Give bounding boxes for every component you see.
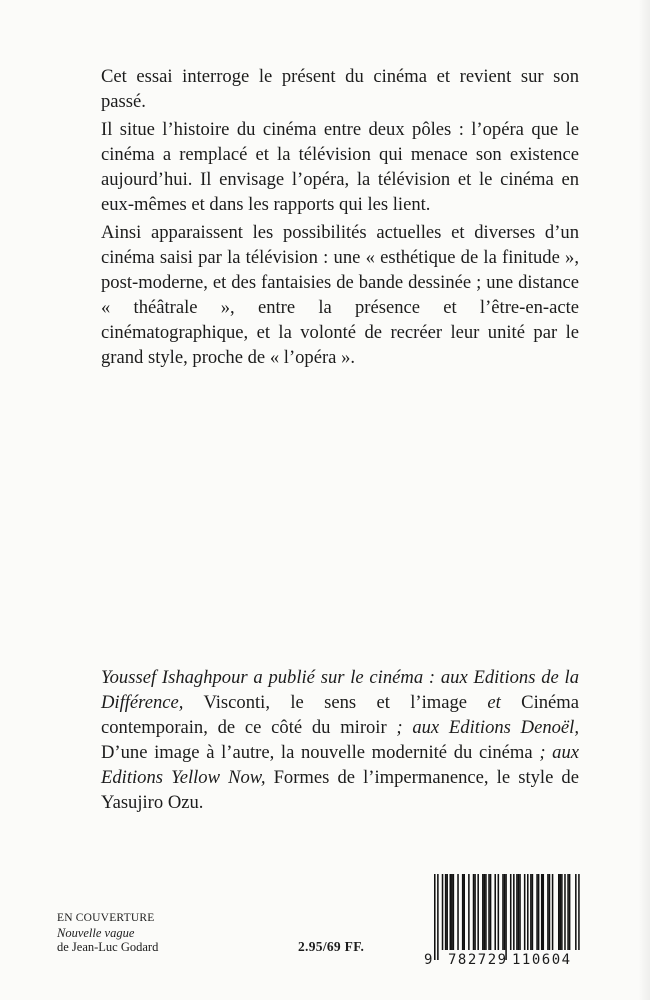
isbn-first-digit: 9 — [424, 952, 433, 968]
barcode-bar — [488, 874, 490, 950]
barcode-bar — [560, 874, 562, 950]
barcode-bar — [437, 874, 439, 960]
bio-text-3: ; aux Editions Denoël, — [396, 717, 579, 738]
barcode-bar — [538, 874, 540, 950]
barcode-bar — [513, 874, 515, 950]
bio-title-3: D’une image à l’autre, la nouvelle modernité du cinéma — [101, 742, 540, 763]
barcode-bar — [446, 874, 448, 950]
barcode-bar — [569, 874, 571, 950]
barcode-bar — [519, 874, 521, 950]
barcode-bar — [450, 874, 452, 950]
barcode-bar — [505, 874, 507, 960]
cover-credit-film: Nouvelle vague — [57, 925, 135, 940]
bio-text-1: Youssef Ishaghpour a publié sur le cinéma : aux Editions de la Différence, — [101, 667, 579, 713]
barcode-bar — [474, 874, 476, 950]
barcode-bar — [518, 874, 520, 950]
barcode-bar — [434, 874, 436, 960]
barcode-bar — [527, 874, 529, 950]
barcode-bar — [567, 874, 569, 950]
barcode-bar — [494, 874, 496, 950]
barcode-bar — [462, 874, 464, 950]
barcode-bar — [490, 874, 492, 950]
barcode-bar — [482, 874, 484, 950]
barcode-bar — [453, 874, 455, 950]
barcode-bar — [457, 874, 459, 950]
bio-text-2: et — [487, 692, 501, 713]
barcode-bar — [578, 874, 580, 950]
cover-credit-heading: EN COUVERTURE — [57, 912, 155, 924]
barcode-bar — [445, 874, 447, 950]
barcode-bar — [564, 874, 566, 950]
barcode-bar — [502, 874, 504, 950]
back-cover-blurb — [101, 64, 579, 373]
barcode-bar — [552, 874, 554, 950]
barcode-bar — [484, 874, 486, 950]
bio-title-1: Visconti, le sens et l’image — [183, 692, 488, 713]
barcode-bar — [561, 874, 563, 950]
cover-credit-director: de Jean-Luc Godard — [57, 940, 159, 954]
isbn-barcode — [410, 874, 586, 966]
barcode-bar — [504, 874, 506, 950]
barcode-bars — [410, 874, 586, 962]
page-edge-shadow — [638, 0, 650, 1000]
barcode-bar — [451, 874, 453, 950]
barcode-bar — [524, 874, 526, 950]
barcode-bar — [558, 874, 560, 950]
barcode-bar — [547, 874, 549, 950]
barcode-bar — [543, 874, 545, 950]
bio-title-4: Formes de l’impermanence, le style de Yasujiro Ozu. — [101, 767, 579, 813]
blurb-paragraph-3: Ainsi apparaissent les possibilités actuelles et diverses d’un cinéma saisi par la télévision : une « esthétique de la finitude », post-moderne, et des fantaisies de bande dessinée ; une distance « théâtrale », entre la présence et l’être-en-acte cinématographique, et la volonté de recréer leur unité par le grand style, proche de « l’opéra ». — [101, 222, 579, 368]
barcode-bar — [473, 874, 475, 950]
author-bibliography — [101, 665, 579, 815]
isbn-right-group: 110604 — [512, 952, 572, 968]
bio-title-2: Cinéma contemporain, de ce côté du miroir — [101, 692, 579, 738]
barcode-bar — [575, 874, 577, 950]
barcode-bar — [485, 874, 487, 950]
barcode-bar — [510, 874, 512, 950]
barcode-bar — [477, 874, 479, 950]
price-label: 2.95/69 FF. — [298, 939, 365, 954]
barcode-bar — [468, 874, 470, 950]
barcode-bar — [541, 874, 543, 950]
barcode-bar — [463, 874, 465, 950]
barcode-bar — [536, 874, 538, 950]
isbn-left-group: 782729 — [448, 952, 508, 968]
blurb-paragraph-2: Il situe l’histoire du cinéma entre deux pôles : l’opéra que le cinéma a remplacé et la télévision qui menace son existence aujourd’hui. Il envisage l’opéra, la télévision et le cinéma en eux-mêmes et dans les rapports qui les lient. — [101, 119, 579, 215]
barcode-bar — [549, 874, 551, 950]
bio-text-4: ; aux Editions Yellow Now, — [101, 742, 580, 788]
cover-credit — [57, 911, 158, 955]
barcode-bar — [530, 874, 532, 950]
barcode-bar — [442, 874, 444, 950]
barcode-bar — [516, 874, 518, 950]
barcode-bar — [498, 874, 500, 950]
barcode-bar — [532, 874, 534, 950]
blurb-paragraph-1: Cet essai interroge le présent du cinéma et revient sur son passé. — [101, 66, 579, 112]
